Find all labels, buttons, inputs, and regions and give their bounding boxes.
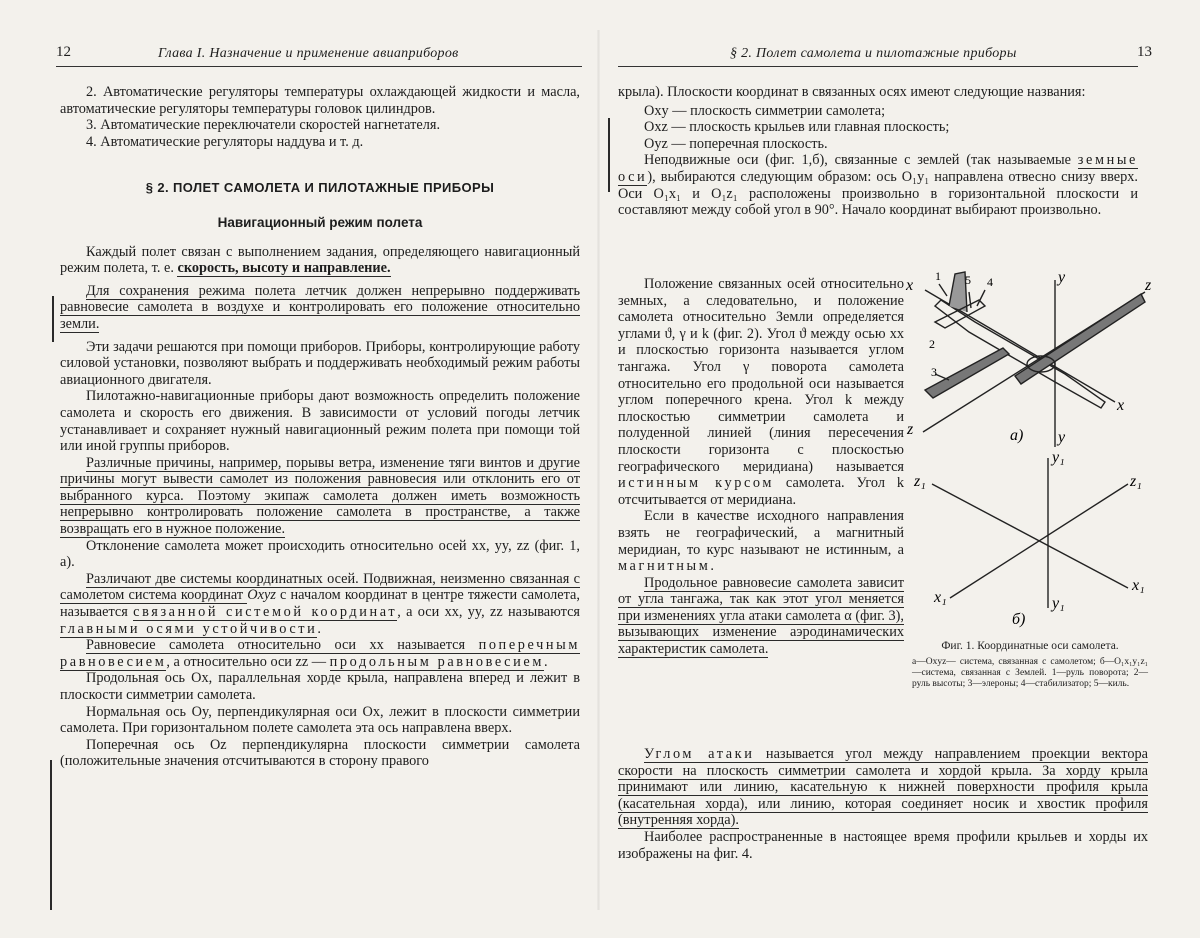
plane-oyz: Oyz — поперечная плоскость. [644, 135, 828, 152]
plane-oxy: Oxy — плоскость симметрии самолета; [644, 102, 886, 119]
paragraph-7 [60, 571, 580, 637]
axis-y1-label-bottom: y₁ [1052, 595, 1065, 612]
paragraph-7-oxyz: Oxyz [247, 587, 276, 604]
paragraph-7-c: , а оси xx, yy, zz называются [397, 604, 580, 621]
paragraph-1 [60, 244, 580, 277]
paragraph-7-d: . [317, 620, 321, 637]
paragraph-8-b: , а относительно оси zz — [166, 653, 330, 670]
paragraph-6: Отклонение самолета может происходить относительно осей xx, yy, zz (фиг. 1, a). [60, 537, 580, 571]
axis-z1-label-right: z₁ [1130, 473, 1142, 490]
axis-z1-line [950, 484, 1128, 598]
intro-item-2: 2. Автоматические регуляторы температуры охлаждающей жидкости и масла, автоматические регуляторы температуры головок цилиндров. [60, 84, 580, 117]
fuselage [935, 300, 1105, 408]
fixed-axes-spaced: земные оси [618, 152, 1138, 185]
paragraph-8 [60, 637, 580, 670]
figure-caption-legend: а—Oxyz— система, связанная с самолетом; б—O₁x₁y₁z₁—система, связанная с Землей. 1—руль поворота; 2—руль высоты; 3—элероны; 4—стабилизатор; 5—киль. [912, 657, 1148, 689]
right-narrow-column [618, 276, 904, 658]
paragraph-7-spaced-1: связанной системой координат [133, 604, 398, 621]
figure-1b-earth-axes [910, 448, 1150, 628]
paragraph-5 [60, 455, 580, 538]
paragraph-8-c: . [543, 653, 548, 670]
axis-x-label-a: x [906, 277, 914, 294]
axis-x1-line [932, 484, 1128, 588]
magnetic-a: Если в качестве исходного направления взять не географический, а магнитный меридиан, то курс называют не истинным, а [618, 508, 904, 558]
paragraph-8-a: Равновесие самолета относительно оси xx называется [86, 637, 479, 654]
coordinate-planes-list [644, 103, 1138, 153]
figure-1-caption [912, 640, 1148, 690]
angle-of-attack-term: Углом атаки [644, 746, 755, 762]
axis-y1-label: y₁ [1052, 449, 1065, 466]
figure-caption-title: Фиг. 1. Координатные оси самолета. [941, 640, 1119, 652]
profiles-paragraph: Наиболее распространенные в настоящее время профили крыльев и хорды их изображены на фиг. 4. [618, 828, 1148, 862]
fixed-axes-a: Неподвижные оси (фиг. 1,б), связанные с землей (так называемые [644, 152, 1078, 169]
continuation-paragraph: крыла). Плоскости координат в связанных осях имеют следующие названия: [618, 84, 1086, 100]
paragraph-9: Продольная ось Ox, параллельная хорде крыла, направлена вперед и лежит в плоскости симметрии самолета. [60, 670, 580, 703]
right-page [600, 0, 1200, 938]
position-spaced: истинным курсом [618, 475, 775, 492]
axis-x1-label-left: x₁ [934, 589, 947, 606]
page-number-right: 13 [1137, 44, 1152, 60]
position-paragraph [618, 276, 904, 508]
angle-of-attack-text: называется угол между направлением проекции вектора скорости на плоскость симметрии самолета и хордой крыла. За хорду крыла принимают или линию, касательную к нижней поверхности профиля крыла (касательная хорда), или линию, которая соединяет носик и хвостик профиля (внутренняя хорда). [618, 746, 1148, 829]
paragraph-2-text: Для сохранения режима полета летчик должен непрерывно поддерживать равновесие самолета в воздухе и контролировать его положение относительно земли. [60, 282, 580, 332]
paragraph-3: Эти задачи решаются при помощи приборов. Приборы, контролирующие работу силовой установки, позволяют выбрать и поддерживать необходимый режим работы авиационного двигателя. [60, 338, 580, 388]
longitudinal-paragraph [618, 575, 904, 658]
plane-oxz: Oxz — плоскость крыльев или главная плоскость; [644, 119, 950, 136]
left-text-column [60, 84, 580, 770]
part-label-3: 3 [931, 365, 937, 379]
header-rule-right [618, 66, 1138, 67]
paragraph-8-spaced-1: поперечным равновесием [60, 637, 580, 670]
page-number-left: 12 [56, 44, 71, 60]
part-label-4: 4 [987, 275, 993, 289]
axis-x-label-a-tip: x [1117, 397, 1125, 414]
leader-1 [939, 284, 947, 296]
part-label-5: 5 [965, 273, 971, 287]
left-wing [925, 348, 1009, 398]
axis-z-label-a-tip: z [907, 421, 914, 438]
magnetic-paragraph [618, 508, 904, 574]
running-head-left: Глава I. Назначение и применение авиаприборов [158, 46, 459, 61]
magnetic-b: . [710, 558, 714, 575]
margin-pencil-mark [50, 760, 52, 910]
axis-x1-label: x₁ [1132, 577, 1145, 594]
paragraph-8-spaced-2: продольным равновесием [329, 653, 544, 670]
right-bottom-column [618, 746, 1148, 862]
part-label-1: 1 [935, 269, 941, 283]
paragraph-7-b: с началом координат в центре тяжести самолета, называется [60, 587, 580, 621]
magnetic-spaced: магнитным [618, 558, 711, 575]
axis-y-label-a: y [1058, 269, 1066, 286]
margin-pencil-mark-upper [52, 296, 54, 342]
paragraph-1-text: Каждый полет связан с выполнением задания, определяющего навигационный режим полета, т. е. [60, 243, 580, 277]
paragraph-4: Пилотажно-навигационные приборы дают возможность определить положение самолета и скорость его движения. В зависимости от условий погоды летчик устанавливает и сохраняет нужный навигационный режим полета при помощи той или иной группы приборов. [60, 388, 580, 455]
angle-of-attack-paragraph [618, 746, 1148, 829]
longitudinal-text: Продольное равновесие самолета зависит от угла тангажа, так как этот угол меняется при изменениях угла атаки самолета α (фиг. 3), вызывающих изменение аэродинамических характеристик самолета. [618, 574, 904, 658]
paragraph-5-text: Различные причины, например, порывы ветра, изменение тяги винтов и другие причины могут вывести самолет из положения равновесия или отклонить его от выбранного курса. Поэтому экипаж самолета должен иметь возможность непрерывно контролировать положение самолета в пространстве, а также возвращать его в нужное положение. [60, 454, 580, 538]
fixed-axes-paragraph [618, 152, 1138, 218]
position-b: самолета. Угол k отсчитывается от меридиана. [618, 475, 904, 508]
paragraph-2 [60, 283, 580, 333]
paragraph-7-spaced-2: главными осями устойчивости [60, 620, 318, 637]
leader-4 [977, 290, 985, 306]
paragraph-10: Нормальная ось Oy, перпендикулярная оси Ox, лежит в плоскости симметрии самолета. При горизонтальном полете самолета эта ось направлена вверх. [60, 703, 580, 737]
paragraph-1-bold: скорость, высоту и направление. [177, 260, 391, 277]
margin-bracket-mark [608, 118, 610, 192]
figure-label-b: б) [1012, 611, 1026, 628]
paragraph-7-a: Различают две системы координатных осей. Подвижная, неизменно связанная с самолетом система координат [60, 570, 580, 604]
intro-item-3: 3. Автоматические переключатели скоростей нагнетателя. [86, 117, 441, 134]
header-rule-left [56, 66, 582, 67]
part-label-2: 2 [929, 337, 935, 351]
right-top-column [618, 84, 1138, 219]
running-head-right: § 2. Полет самолета и пилотажные приборы [730, 46, 1017, 61]
axis-z1-label-left: z₁ [914, 473, 926, 490]
section-title: § 2. ПОЛЕТ САМОЛЕТА И ПИЛОТАЖНЫЕ ПРИБОРЫ [145, 180, 495, 196]
leader-3 [935, 374, 949, 380]
paragraph-11: Поперечная ось Oz перпендикулярна плоскости симметрии самолета (положительные значения отсчитываются в сторону правого [60, 736, 580, 770]
axis-y-label-a-bottom: y [1058, 429, 1066, 446]
subsection-title: Навигационный режим полета [217, 214, 423, 230]
position-a: Положение связанных осей относительно земных, а следовательно, и положение самолета относительно Земли определяется углами ϑ, γ и k (фиг. 2). Угол ϑ между осью xx и плоскостью горизонта называется углом тангажа. Угол γ поворота самолета относительно его продольной оси называется углом поперечного крена. Угол k между плоскостью симметрии самолета и полуденной линией (линия пересечения плоскости горизонта с плоскостью географического меридиана) называется [618, 276, 904, 475]
fixed-axes-b: ), выбираются следующим образом: ось O₁y₁ направлена отвесно снизу вверх. Оси O₁x₁ и O₁z₁ расположены произвольно в горизонтальной плоскости и составляют между собой угол в 90°. Начало координат выбирают произвольно. [618, 168, 1138, 219]
figure-1a-airplane [905, 262, 1155, 454]
intro-item-4: 4. Автоматические регуляторы наддува и т. д. [86, 133, 364, 150]
figure-label-a: а) [1010, 427, 1024, 444]
axis-z-label-a: z [1145, 277, 1152, 294]
